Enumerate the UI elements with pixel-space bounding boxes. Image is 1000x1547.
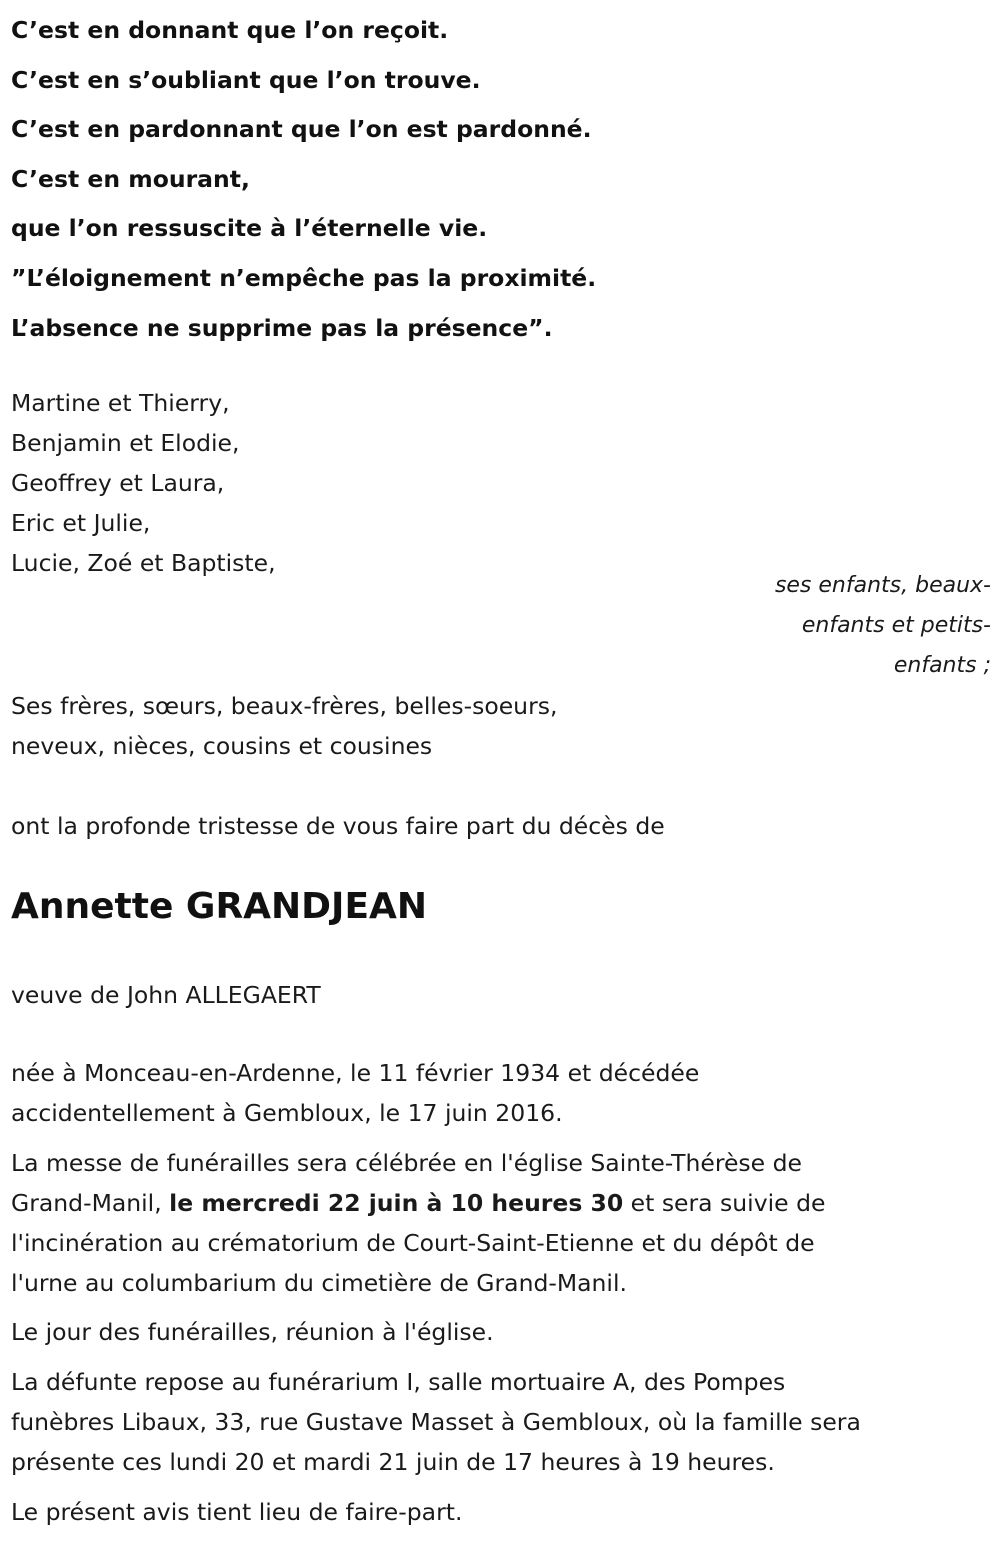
birth-death-line: née à Monceau-en-Ardenne, le 11 février 1934 et décédée	[11, 1059, 700, 1087]
extended-family	[11, 686, 557, 766]
birth-death-info	[11, 1053, 991, 1133]
poem-line: ”L’éloignement n’empêche pas la proximité.	[11, 263, 597, 292]
poem-line: C’est en pardonnant que l’on est pardonné.	[11, 115, 592, 144]
family-name-line: Lucie, Zoé et Baptiste,	[11, 549, 276, 577]
funeral-date-time: le mercredi 22 juin à 10 heures 30	[169, 1189, 624, 1217]
poem	[11, 6, 991, 353]
poem-line: C’est en mourant,	[11, 164, 250, 193]
poem-line: C’est en s’oubliant que l’on trouve.	[11, 65, 481, 94]
poem-line: que l’on ressuscite à l’éternelle vie.	[11, 214, 488, 243]
relation-line: ses enfants, beaux-	[774, 573, 991, 598]
announcement-text: ont la profonde tristesse de vous faire part du décès de	[11, 812, 665, 840]
funeral-info	[11, 1143, 991, 1303]
birth-death-line: accidentellement à Gembloux, le 17 juin 2016.	[11, 1099, 563, 1127]
notice-line: Le présent avis tient lieu de faire-part.	[11, 1498, 463, 1526]
family-names	[11, 383, 991, 583]
funeral-continuation: et sera suivie de	[623, 1189, 826, 1217]
family-name-line: Martine et Thierry,	[11, 389, 230, 417]
resting-line: funèbres Libaux, 33, rue Gustave Masset à Gembloux, où la famille sera	[11, 1408, 861, 1436]
family-name-line: Benjamin et Elodie,	[11, 429, 240, 457]
funeral-line: La messe de funérailles sera célébrée en l'église Sainte-Thérèse de	[11, 1149, 802, 1177]
relation-line: enfants ;	[893, 653, 991, 678]
funeral-line	[11, 1183, 991, 1223]
funeral-line: l'urne au columbarium du cimetière de Grand-Manil.	[11, 1269, 627, 1297]
meeting-info	[11, 1312, 991, 1352]
family-name-line: Eric et Julie,	[11, 509, 151, 537]
poem-line: L’absence ne supprime pas la présence”.	[11, 313, 553, 342]
funeral-place: Grand-Manil,	[11, 1189, 170, 1217]
extended-family-line: neveux, nièces, cousins et cousines	[11, 732, 433, 760]
resting-line: La défunte repose au funérarium I, salle mortuaire A, des Pompes	[11, 1368, 786, 1396]
widow-of: veuve de John ALLEGAERT	[11, 981, 321, 1009]
family-name-line: Geoffrey et Laura,	[11, 469, 225, 497]
funeral-line: l'incinération au crématorium de Court-Saint-Etienne et du dépôt de	[11, 1229, 815, 1257]
notice-info	[11, 1492, 991, 1532]
resting-info	[11, 1362, 991, 1482]
deceased-name: Annette GRANDJEAN	[11, 886, 428, 927]
meeting-line: Le jour des funérailles, réunion à l'église.	[11, 1318, 494, 1346]
resting-line: présente ces lundi 20 et mardi 21 juin de 17 heures à 19 heures.	[11, 1448, 775, 1476]
family-relation	[731, 566, 991, 686]
poem-line: C’est en donnant que l’on reçoit.	[11, 16, 449, 44]
extended-family-line: Ses frères, sœurs, beaux-frères, belles-soeurs,	[11, 692, 558, 720]
relation-line: enfants et petits-	[801, 613, 991, 638]
